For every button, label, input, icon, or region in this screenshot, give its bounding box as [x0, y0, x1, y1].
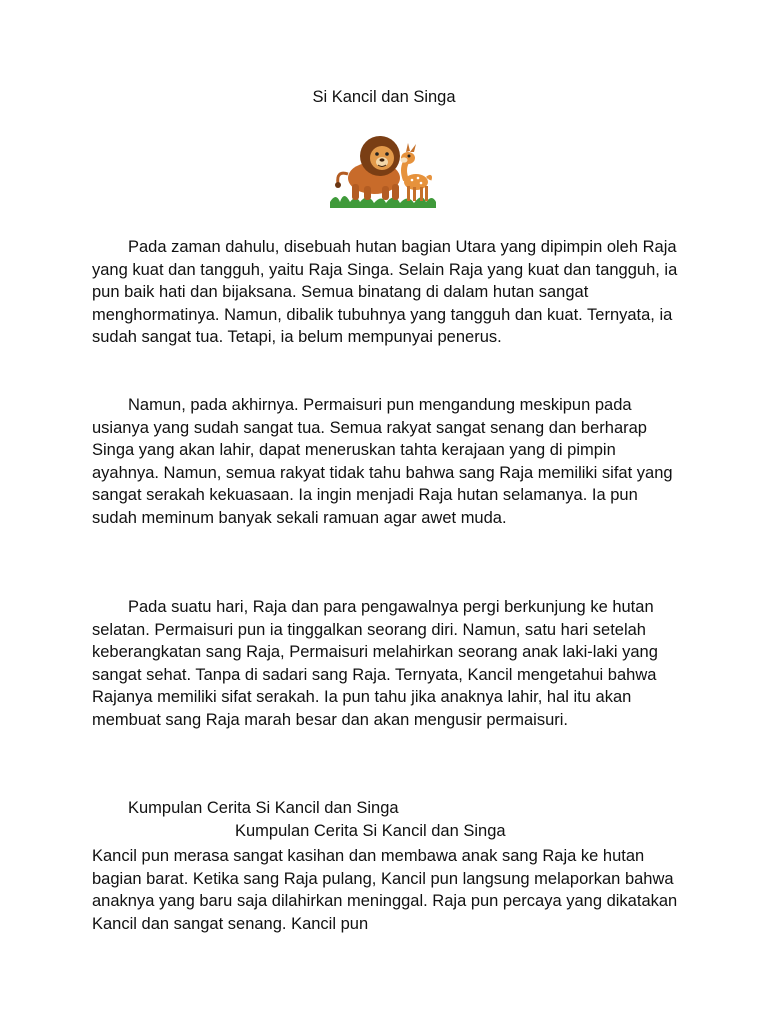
- caption-line-1: Kumpulan Cerita Si Kancil dan Singa: [128, 799, 399, 817]
- paragraph-4: Kancil pun merasa sangat kasihan dan membawa anak sang Raja ke hutan bagian barat. Ketika sang Raja pulang, Kancil pun langsung melaporkan bahwa anaknya yang baru saja dilahirkan meninggal. Raja pun percaya yang dikatakan Kancil dan sangat senang. Kancil pun: [92, 847, 678, 933]
- paragraph-2: Namun, pada akhirnya. Permaisuri pun mengandung meskipun pada usianya yang sudah sangat tua. Semua rakyat sangat senang dan berharap Singa yang akan lahir, dapat meneruskan tahta kerajaan yang di pimpin ayahnya. Namun, semua rakyat tidak tahu bahwa sang Raja memiliki sifat yang sangat serakah kekuasaan. Ia ingin menjadi Raja hutan selamanya. Ia pun sudah meminum banyak sekali ramuan agar awet muda.: [92, 396, 673, 527]
- lion-and-deer-illustration: [326, 130, 438, 210]
- caption-line-2: Kumpulan Cerita Si Kancil dan Singa: [235, 822, 506, 840]
- paragraph-3: Pada suatu hari, Raja dan para pengawalnya pergi berkunjung ke hutan selatan. Permaisuri pun ia tinggalkan seorang diri. Namun, satu hari setelah keberangkatan sang Raja, Permaisuri melahirkan seorang anak laki-laki yang sangat sehat. Tanpa di sadari sang Raja. Ternyata, Kancil mengetahui bahwa Rajanya memiliki sifat serakah. Ia pun tahu jika anaknya lahir, hal itu akan membuat sang Raja marah besar dan akan mengusir permaisuri.: [92, 598, 658, 729]
- paragraph-1: Pada zaman dahulu, disebuah hutan bagian Utara yang dipimpin oleh Raja yang kuat dan tangguh, yaitu Raja Singa. Selain Raja yang kuat dan tangguh, ia pun baik hati dan bijaksana. Semua binatang di dalam hutan sangat menghormatinya. Namun, dibalik tubuhnya yang tangguh dan kuat. Ternyata, ia sudah sangat tua. Tetapi, ia belum mempunyai penerus.: [92, 238, 678, 347]
- page-title: Si Kancil dan Singa: [312, 88, 456, 106]
